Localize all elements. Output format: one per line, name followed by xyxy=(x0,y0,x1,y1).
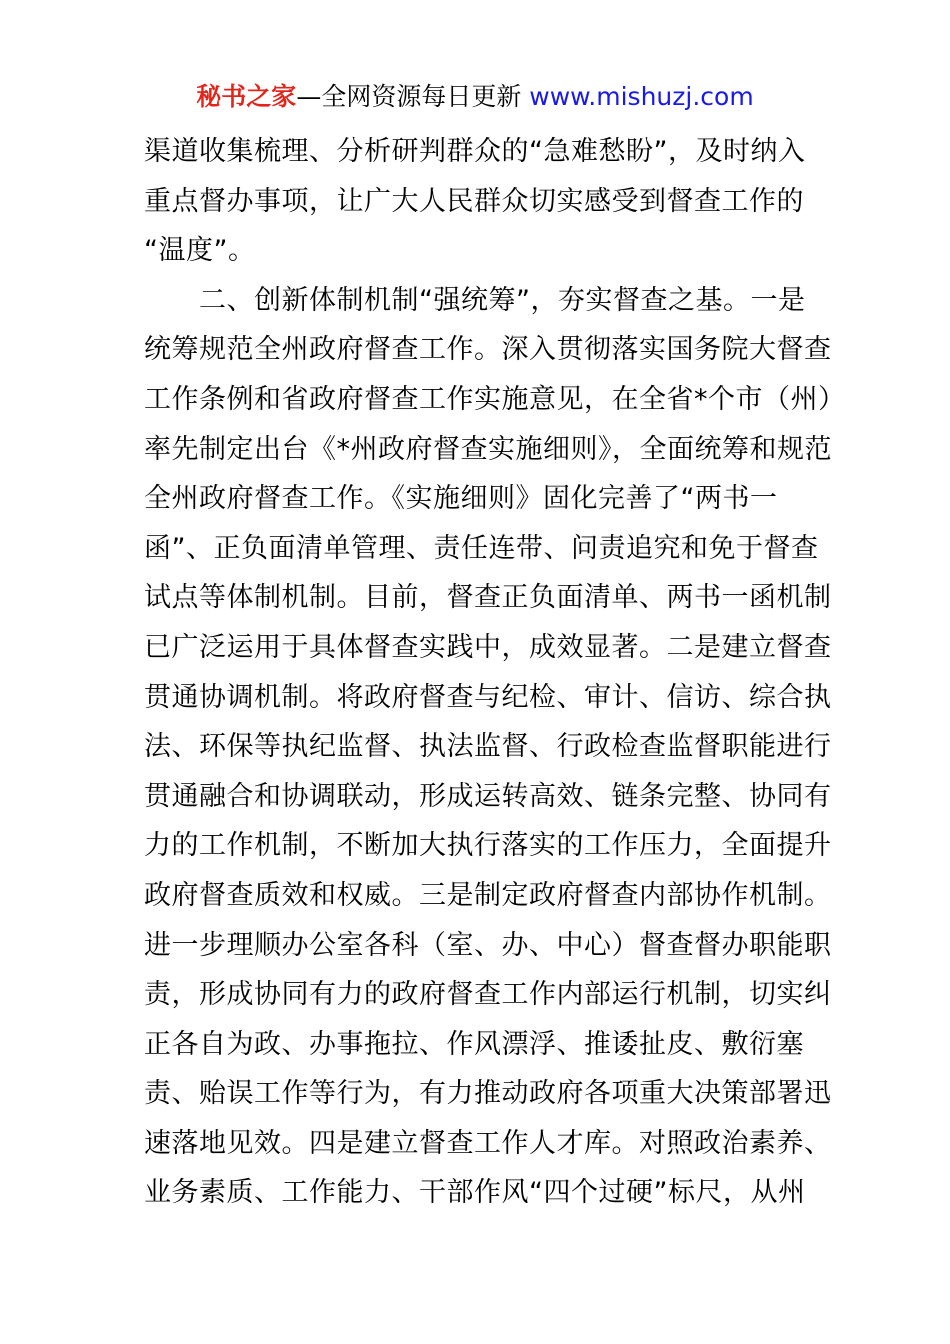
text-line: 全州政府督查工作。《实施细则》固化完善了“两书一 xyxy=(144,483,778,515)
section-heading-line: 二、创新体制机制“强统筹”，夯实督查之基。一是 xyxy=(144,284,806,316)
text-line: 责，形成协同有力的政府督查工作内部运行机制，切实纠 xyxy=(144,979,832,1011)
brand-name: 秘书之家 xyxy=(196,82,297,111)
header-tagline: —全网资源每日更新 xyxy=(296,82,530,111)
text-line: 渠道收集梳理、分析研判群众的“急难愁盼”，及时纳入 xyxy=(144,136,806,167)
text-line: 工作条例和省政府督查工作实施意见，在全省*个市（州） xyxy=(144,383,846,415)
text-line: 正各自为政、办事拖拉、作风漂浮、推诿扯皮、敷衍塞 xyxy=(144,1028,804,1060)
text-line: 责、贻误工作等行为，有力推动政府各项重大决策部署迅 xyxy=(144,1078,832,1110)
text-line: 政府督查质效和权威。三是制定政府督查内部协作机制。 xyxy=(144,879,832,911)
site-url-link[interactable]: www.mishuzj.com xyxy=(529,82,754,111)
text-line: 重点督办事项，让广大人民群众切实感受到督查工作的 xyxy=(144,185,804,217)
text-line: 贯通融合和协调联动，形成运转高效、链条完整、协同有 xyxy=(144,780,832,812)
text-line: “温度”。 xyxy=(144,235,256,267)
text-line: 法、环保等执纪监督、执法监督、行政检查监督职能进行 xyxy=(144,731,832,763)
site-watermark-header xyxy=(0,80,950,114)
text-line: 函”、正负面清单管理、责任连带、问责追究和免于督查 xyxy=(144,532,819,564)
text-line: 试点等体制机制。目前，督查正负面清单、两书一函机制 xyxy=(144,582,832,614)
text-line: 率先制定出台《*州政府督查实施细则》，全面统筹和规范 xyxy=(144,433,832,465)
text-line: 统筹规范全州政府督查工作。深入贯彻落实国务院大督查 xyxy=(144,334,832,366)
text-line: 业务素质、工作能力、干部作风“四个过硬”标尺，从州 xyxy=(144,1177,806,1209)
text-line: 速落地见效。四是建立督查工作人才库。对照政治素养、 xyxy=(144,1127,832,1159)
document-body xyxy=(144,127,846,1218)
text-line: 进一步理顺办公室各科（室、办、中心）督查督办职能职 xyxy=(144,929,832,961)
text-line: 力的工作机制，不断加大执行落实的工作压力，全面提升 xyxy=(144,830,832,862)
text-line: 已广泛运用于具体督查实践中，成效显著。二是建立督查 xyxy=(144,631,832,663)
text-line: 贯通协调机制。将政府督查与纪检、审计、信访、综合执 xyxy=(144,681,832,713)
